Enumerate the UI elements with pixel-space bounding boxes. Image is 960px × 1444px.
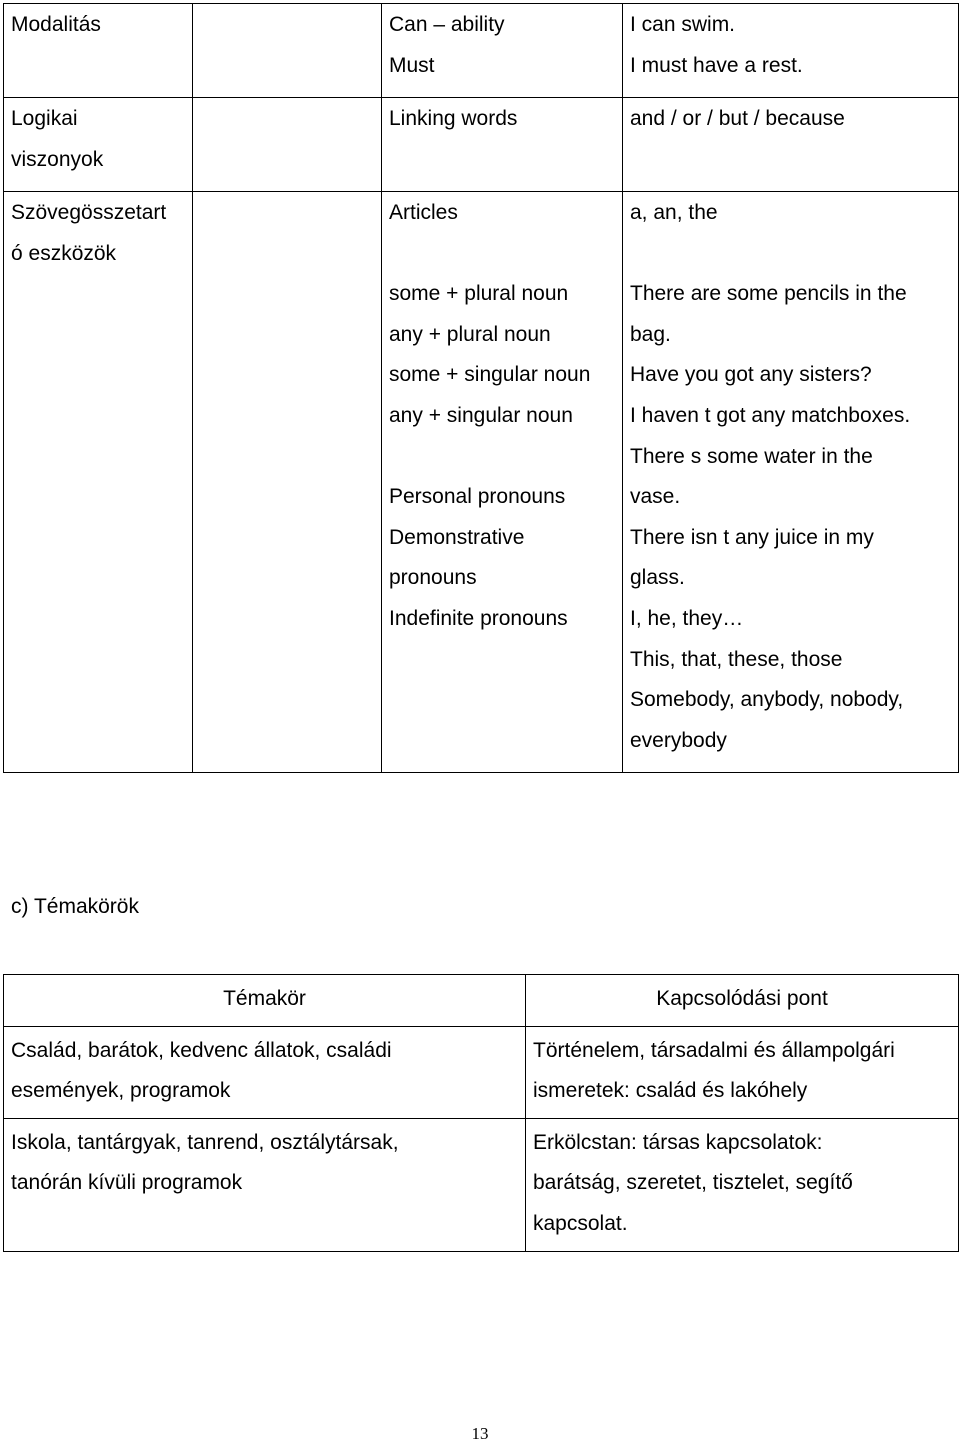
empty-cell [193, 192, 382, 773]
examples-cell [623, 98, 959, 192]
topic-text: események, programok [11, 1079, 231, 1103]
example-text: There isn t any juice in my [630, 525, 874, 549]
topic-cell [382, 98, 623, 192]
topic-text: pronouns [389, 566, 477, 590]
example-text: I, he, they… [630, 606, 744, 630]
example-text: everybody [630, 728, 727, 752]
topic-cell [382, 192, 623, 773]
topic-text: Personal pronouns [389, 485, 566, 509]
topic-text: Can – ability [389, 13, 505, 36]
connection-text: Erkölcstan: társas kapcsolatok: [533, 1130, 823, 1154]
page-number: 13 [471, 1424, 489, 1443]
section-heading: c) Témakörök [11, 895, 139, 918]
connection-text: ismeretek: család és lakóhely [533, 1079, 808, 1103]
category-cell [4, 98, 193, 192]
connection-text: Történelem, társadalmi és állampolgári [533, 1038, 895, 1062]
grammar-table [3, 3, 959, 773]
table-row [4, 1118, 959, 1251]
example-text: I must have a rest. [630, 53, 803, 77]
example-text: vase. [630, 485, 681, 509]
topic-spacer [389, 234, 622, 275]
table-row [4, 192, 959, 773]
topic-text: Iskola, tantárgyak, tanrend, osztálytársak, [11, 1130, 399, 1154]
topic-text: some + singular noun [389, 363, 591, 387]
topic-text: Demonstrative [389, 525, 525, 549]
topics-table [3, 974, 959, 1252]
column-header: Témakör [4, 975, 526, 1027]
example-text: and / or / but / because [630, 107, 845, 130]
category-text: Logikai [11, 107, 78, 130]
topic-text: tanórán kívüli programok [11, 1171, 243, 1195]
example-text: This, that, these, those [630, 647, 843, 671]
example-text: Have you got any sisters? [630, 363, 872, 387]
examples-cell [623, 4, 959, 98]
example-text: a, an, the [630, 201, 718, 224]
topic-text: any + singular noun [389, 403, 573, 427]
topic-cell [4, 1026, 526, 1118]
category-text: Modalitás [11, 13, 101, 36]
empty-cell [193, 98, 382, 192]
topic-text: Család, barátok, kedvenc állatok, családi [11, 1038, 392, 1062]
topic-text: some + plural noun [389, 282, 569, 306]
example-text: bag. [630, 322, 671, 346]
topic-cell [4, 1118, 526, 1251]
topic-text: Articles [389, 201, 458, 224]
connection-text: kapcsolat. [533, 1211, 628, 1235]
category-text: ó eszközök [11, 241, 117, 265]
example-text: Somebody, anybody, nobody, [630, 688, 904, 712]
topic-text: Linking words [389, 107, 518, 130]
column-header: Kapcsolódási pont [526, 975, 959, 1027]
example-text: glass. [630, 566, 685, 590]
category-text: Szövegösszetart [11, 201, 167, 224]
category-text: viszonyok [11, 147, 104, 171]
table-row [4, 98, 959, 192]
topic-cell [382, 4, 623, 98]
example-spacer [630, 234, 958, 275]
example-text: I can swim. [630, 13, 736, 36]
topic-text: Must [389, 53, 435, 77]
connection-cell [526, 1026, 959, 1118]
topic-text: any + plural noun [389, 322, 551, 346]
table-header-row [4, 975, 959, 1027]
connection-text: barátság, szeretet, tisztelet, segítő [533, 1171, 853, 1195]
topic-text: Indefinite pronouns [389, 606, 568, 630]
example-text: There s some water in the [630, 444, 873, 468]
example-text: I haven t got any matchboxes. [630, 403, 911, 427]
table-row [4, 4, 959, 98]
category-cell [4, 192, 193, 773]
empty-cell [193, 4, 382, 98]
connection-cell [526, 1118, 959, 1251]
topic-text [389, 437, 622, 478]
example-text: There are some pencils in the [630, 282, 907, 306]
examples-cell [623, 192, 959, 773]
category-cell [4, 4, 193, 98]
table-row [4, 1026, 959, 1118]
